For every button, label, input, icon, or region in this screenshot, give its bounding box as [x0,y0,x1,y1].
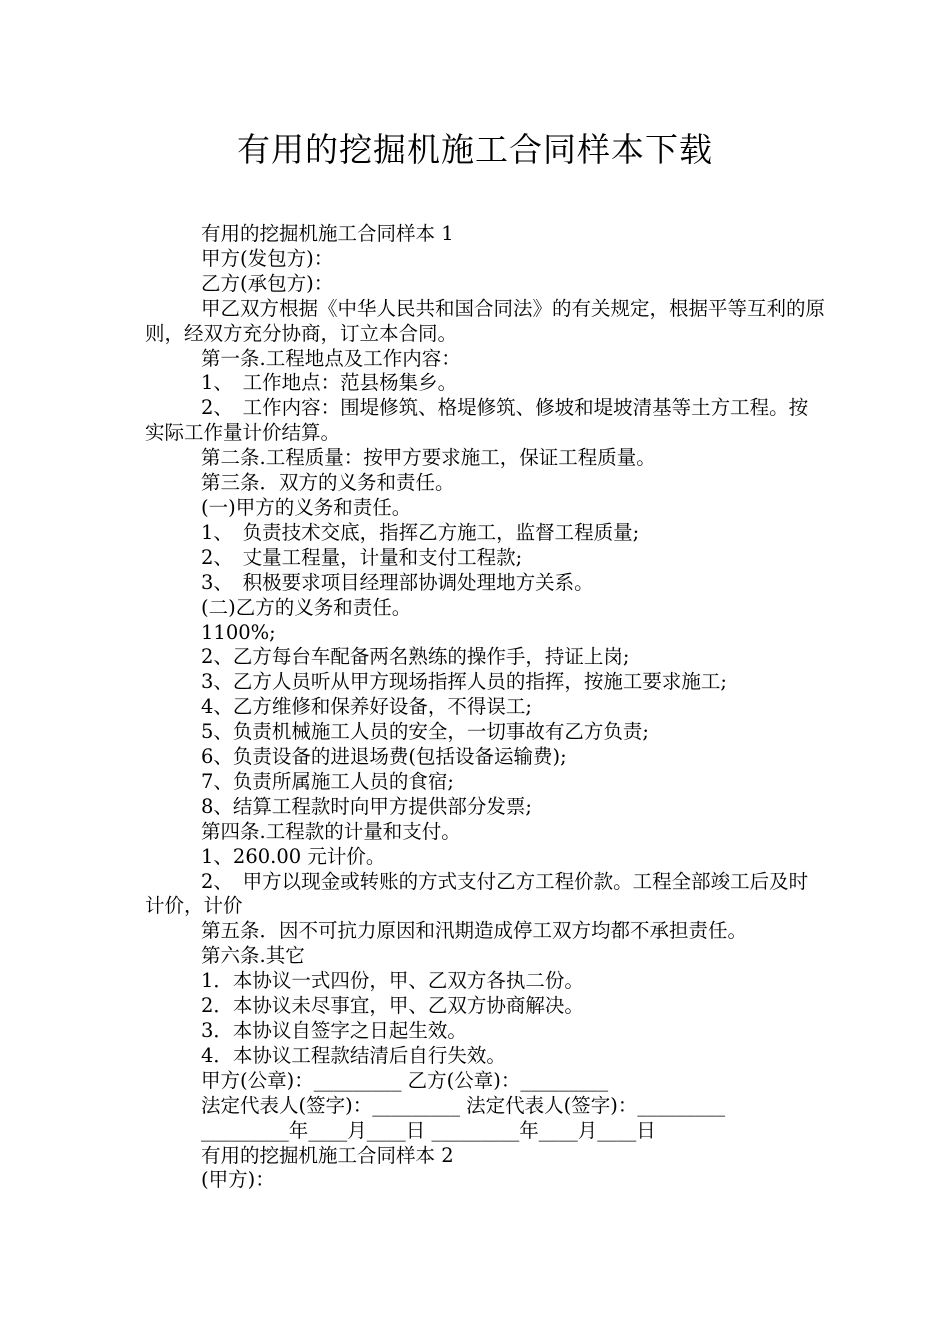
clause-item: 2、 甲方以现金或转账的方式支付乙方工程价款。工程全部竣工后及时计价，计价 [145,869,809,918]
clause-item: 1、 负责技术交底，指挥乙方施工，监督工程质量; [201,520,640,544]
clause-item: 1、260.00 元计价。 [201,844,386,868]
clause-item: 2、乙方每台车配备两名熟练的操作手，持证上岗; [201,645,630,669]
clause-item: 1．本协议一式四份，甲、乙双方各执二份。 [201,969,584,993]
section-heading: 有用的挖掘机施工合同样本 1 [201,222,454,245]
clause-item: 1100%; [201,620,276,644]
section-heading: 有用的挖掘机施工合同样本 2 [201,1143,454,1167]
date-line: _________年____月____日 _________年____月____日 [201,1118,656,1142]
clause-item: 2、 丈量工程量，计量和支付工程款; [201,545,523,569]
article-heading: 第二条.工程质量：按甲方要求施工，保证工程质量。 [201,446,656,470]
clause-item: 6、负责设备的进退场费(包括设备运输费); [201,745,567,769]
document-title: 有用的挖掘机施工合同样本下载 [237,130,713,169]
document-body [145,222,825,1193]
clause-item: 4．本协议工程款结清后自行失效。 [201,1043,506,1067]
clause-item: 3．本协议自签字之日起生效。 [201,1019,467,1042]
clause-item: 2、 工作内容：围堤修筑、格堤修筑、修坡和堤坡清基等土方工程。按实际工作量计价结算。 [145,396,809,445]
clause-item: 1、 工作地点：范县杨集乡。 [201,371,458,395]
clause-item: 8、结算工程款时向甲方提供部分发票; [201,794,532,818]
signature-line: 法定代表人(签字)：_________ 法定代表人(签字)：_________ [201,1093,726,1117]
sub-heading: (一)甲方的义务和责任。 [201,495,412,519]
article-heading: 第六条.其它 [201,944,305,968]
article-heading: 第三条．双方的义务和责任。 [201,471,455,495]
article-heading: 第五条．因不可抗力原因和汛期造成停工双方均都不承担责任。 [201,919,748,943]
party-b-line: 乙方(承包方)： [201,271,334,295]
preamble-paragraph: 甲乙双方根据《中华人民共和国合同法》的有关规定，根据平等互利的原则，经双方充分协商，订立本合同。 [145,296,826,345]
party-a-line: (甲方)： [201,1168,275,1192]
clause-item: 3、 积极要求项目经理部协调处理地方关系。 [201,570,594,594]
clause-item: 2．本协议未尽事宜，甲、乙双方协商解决。 [201,994,584,1018]
clause-item: 7、负责所属施工人员的食宿; [201,769,454,793]
party-a-line: 甲方(发包方)： [201,246,334,270]
clause-item: 3、乙方人员听从甲方现场指挥人员的指挥，按施工要求施工; [201,670,727,694]
article-heading: 第四条.工程款的计量和支付。 [201,819,461,843]
article-heading: 第一条.工程地点及工作内容： [201,346,461,370]
sub-heading: (二)乙方的义务和责任。 [201,595,412,619]
clause-item: 4、乙方维修和保养好设备，不得误工; [201,695,532,719]
clause-item: 5、负责机械施工人员的安全，一切事故有乙方负责; [201,720,649,744]
seal-line: 甲方(公章)：_________ 乙方(公章)：_________ [201,1068,609,1092]
